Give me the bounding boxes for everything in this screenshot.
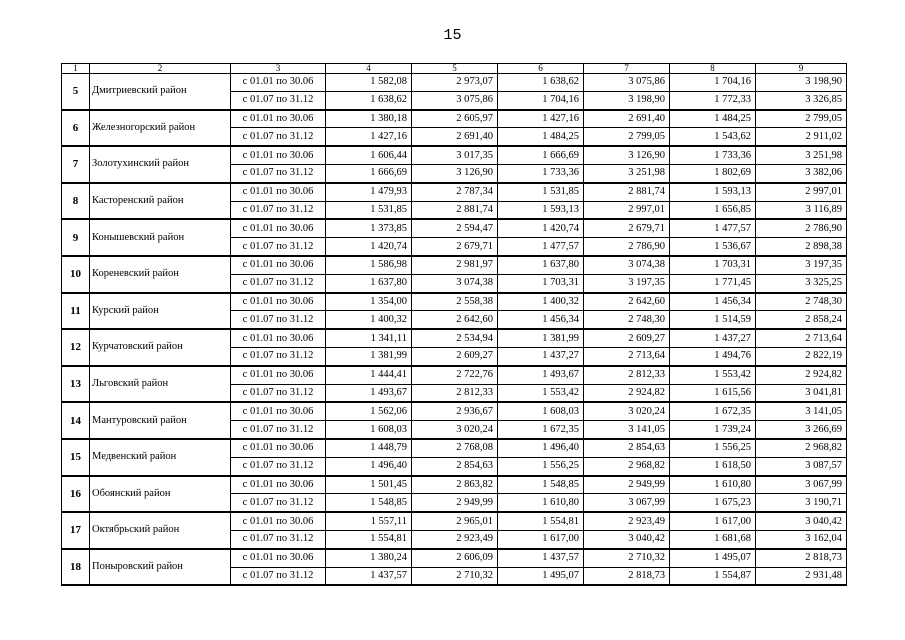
period-cell: с 01.07 по 31.12: [231, 128, 326, 146]
value-cell: 2 863,82: [412, 476, 498, 494]
period-cell: с 01.01 по 30.06: [231, 549, 326, 567]
value-cell: 2 965,01: [412, 512, 498, 530]
value-cell: 2 691,40: [584, 110, 670, 128]
col-header: 6: [498, 64, 584, 74]
period-cell: с 01.07 по 31.12: [231, 238, 326, 256]
district-number: 8: [62, 183, 90, 220]
value-cell: 2 642,60: [412, 311, 498, 329]
period-cell: с 01.01 по 30.06: [231, 183, 326, 201]
district-name: Курский район: [90, 293, 231, 330]
value-cell: 2 713,64: [756, 329, 847, 347]
table-row: [62, 110, 847, 128]
value-cell: 1 400,32: [498, 293, 584, 311]
value-cell: 2 679,71: [412, 238, 498, 256]
period-cell: с 01.07 по 31.12: [231, 567, 326, 585]
table-row: [62, 329, 847, 347]
period-cell: с 01.01 по 30.06: [231, 293, 326, 311]
district-number: 9: [62, 219, 90, 256]
value-cell: 1 608,03: [498, 402, 584, 420]
period-cell: с 01.01 по 30.06: [231, 219, 326, 237]
value-cell: 1 554,87: [670, 567, 756, 585]
table-row: [62, 293, 847, 311]
value-cell: 1 437,57: [326, 567, 412, 585]
value-cell: 2 748,30: [584, 311, 670, 329]
table-row: [62, 183, 847, 201]
value-cell: 3 198,90: [756, 74, 847, 92]
value-cell: 2 812,33: [584, 366, 670, 384]
period-cell: с 01.07 по 31.12: [231, 494, 326, 512]
table-row: [62, 512, 847, 530]
value-cell: 2 881,74: [412, 201, 498, 219]
value-cell: 2 818,73: [756, 549, 847, 567]
value-cell: 1 675,23: [670, 494, 756, 512]
value-cell: 2 812,33: [412, 384, 498, 402]
value-cell: 1 638,62: [498, 74, 584, 92]
value-cell: 2 799,05: [756, 110, 847, 128]
value-cell: 3 162,04: [756, 530, 847, 548]
value-cell: 3 041,81: [756, 384, 847, 402]
table-row: [62, 74, 847, 92]
value-cell: 1 637,80: [498, 256, 584, 274]
value-cell: 1 494,76: [670, 347, 756, 365]
value-cell: 2 854,63: [584, 439, 670, 457]
district-name: Кореневский район: [90, 256, 231, 293]
value-cell: 1 477,57: [498, 238, 584, 256]
value-cell: 3 251,98: [584, 164, 670, 182]
value-cell: 1 582,08: [326, 74, 412, 92]
period-cell: с 01.07 по 31.12: [231, 347, 326, 365]
value-cell: 2 949,99: [584, 476, 670, 494]
district-name: Мантуровский район: [90, 402, 231, 439]
value-cell: 2 818,73: [584, 567, 670, 585]
value-cell: 1 448,79: [326, 439, 412, 457]
col-header: 4: [326, 64, 412, 74]
value-cell: 1 427,16: [326, 128, 412, 146]
district-name: Золотухинский район: [90, 146, 231, 183]
table-row: [62, 146, 847, 164]
value-cell: 1 586,98: [326, 256, 412, 274]
district-number: 17: [62, 512, 90, 549]
value-cell: 1 536,67: [670, 238, 756, 256]
value-cell: 1 501,45: [326, 476, 412, 494]
value-cell: 1 477,57: [670, 219, 756, 237]
district-number: 16: [62, 476, 90, 513]
value-cell: 2 854,63: [412, 457, 498, 475]
value-cell: 2 534,94: [412, 329, 498, 347]
value-cell: 1 444,41: [326, 366, 412, 384]
value-cell: 2 594,47: [412, 219, 498, 237]
value-cell: 1 514,59: [670, 311, 756, 329]
district-number: 5: [62, 74, 90, 110]
value-cell: 1 681,68: [670, 530, 756, 548]
value-cell: 1 666,69: [326, 164, 412, 182]
value-cell: 1 562,06: [326, 402, 412, 420]
district-number: 18: [62, 549, 90, 586]
value-cell: 3 075,86: [412, 91, 498, 109]
value-cell: 3 116,89: [756, 201, 847, 219]
value-cell: 1 495,07: [670, 549, 756, 567]
value-cell: 2 786,90: [584, 238, 670, 256]
period-cell: с 01.01 по 30.06: [231, 329, 326, 347]
value-cell: 1 548,85: [498, 476, 584, 494]
value-cell: 2 609,27: [584, 329, 670, 347]
value-cell: 1 427,16: [498, 110, 584, 128]
table-row: [62, 366, 847, 384]
value-cell: 2 973,07: [412, 74, 498, 92]
value-cell: 3 020,24: [412, 421, 498, 439]
period-cell: с 01.01 по 30.06: [231, 476, 326, 494]
value-cell: 1 380,18: [326, 110, 412, 128]
value-cell: 1 456,34: [670, 293, 756, 311]
value-cell: 3 197,35: [756, 256, 847, 274]
period-cell: с 01.07 по 31.12: [231, 311, 326, 329]
district-name: Медвенский район: [90, 439, 231, 476]
value-cell: 1 437,27: [498, 347, 584, 365]
period-cell: с 01.01 по 30.06: [231, 146, 326, 164]
district-number: 14: [62, 402, 90, 439]
value-cell: 1 606,44: [326, 146, 412, 164]
value-cell: 2 936,67: [412, 402, 498, 420]
value-cell: 1 703,31: [670, 256, 756, 274]
value-cell: 3 020,24: [584, 402, 670, 420]
district-name: Поныровский район: [90, 549, 231, 586]
col-header: 7: [584, 64, 670, 74]
table-row: [62, 439, 847, 457]
value-cell: 2 786,90: [756, 219, 847, 237]
col-header: 8: [670, 64, 756, 74]
col-header: 5: [412, 64, 498, 74]
district-name: Обоянский район: [90, 476, 231, 513]
value-cell: 1 381,99: [326, 347, 412, 365]
district-name: Железногорский район: [90, 110, 231, 147]
district-number: 13: [62, 366, 90, 403]
value-cell: 3 382,06: [756, 164, 847, 182]
table-row: [62, 549, 847, 567]
value-cell: 1 593,13: [670, 183, 756, 201]
value-cell: 1 531,85: [498, 183, 584, 201]
value-cell: 1 557,11: [326, 512, 412, 530]
value-cell: 3 326,85: [756, 91, 847, 109]
value-cell: 2 923,49: [584, 512, 670, 530]
value-cell: 1 495,07: [498, 567, 584, 585]
value-cell: 2 710,32: [584, 549, 670, 567]
value-cell: 3 075,86: [584, 74, 670, 92]
value-cell: 2 997,01: [756, 183, 847, 201]
value-cell: 2 968,82: [584, 457, 670, 475]
value-cell: 2 768,08: [412, 439, 498, 457]
value-cell: 2 799,05: [584, 128, 670, 146]
value-cell: 1 733,36: [670, 146, 756, 164]
value-cell: 2 710,32: [412, 567, 498, 585]
district-name: Курчатовский район: [90, 329, 231, 366]
value-cell: 1 556,25: [498, 457, 584, 475]
period-cell: с 01.07 по 31.12: [231, 274, 326, 292]
value-cell: 3 325,25: [756, 274, 847, 292]
district-name: Касторенский район: [90, 183, 231, 220]
value-cell: 1 704,16: [670, 74, 756, 92]
district-number: 7: [62, 146, 90, 183]
value-cell: 2 605,97: [412, 110, 498, 128]
period-cell: с 01.07 по 31.12: [231, 384, 326, 402]
tariff-table: [61, 63, 847, 586]
value-cell: 3 074,38: [412, 274, 498, 292]
value-cell: 1 637,80: [326, 274, 412, 292]
table-body: [62, 74, 847, 586]
value-cell: 2 981,97: [412, 256, 498, 274]
period-cell: с 01.01 по 30.06: [231, 439, 326, 457]
value-cell: 1 531,85: [326, 201, 412, 219]
value-cell: 1 484,25: [670, 110, 756, 128]
value-cell: 1 493,67: [326, 384, 412, 402]
value-cell: 2 679,71: [584, 219, 670, 237]
value-cell: 2 606,09: [412, 549, 498, 567]
value-cell: 1 672,35: [498, 421, 584, 439]
value-cell: 1 704,16: [498, 91, 584, 109]
period-cell: с 01.07 по 31.12: [231, 457, 326, 475]
value-cell: 2 691,40: [412, 128, 498, 146]
col-header: 2: [90, 64, 231, 74]
value-cell: 1 420,74: [326, 238, 412, 256]
value-cell: 1 608,03: [326, 421, 412, 439]
value-cell: 2 822,19: [756, 347, 847, 365]
value-cell: 1 610,80: [670, 476, 756, 494]
value-cell: 3 017,35: [412, 146, 498, 164]
period-cell: с 01.07 по 31.12: [231, 91, 326, 109]
value-cell: 3 141,05: [584, 421, 670, 439]
district-name: Конышевский район: [90, 219, 231, 256]
value-cell: 2 931,48: [756, 567, 847, 585]
value-cell: 1 553,42: [670, 366, 756, 384]
value-cell: 1 381,99: [498, 329, 584, 347]
value-cell: 2 722,76: [412, 366, 498, 384]
value-cell: 1 638,62: [326, 91, 412, 109]
value-cell: 1 496,40: [326, 457, 412, 475]
value-cell: 3 040,42: [584, 530, 670, 548]
value-cell: 1 373,85: [326, 219, 412, 237]
value-cell: 3 067,99: [584, 494, 670, 512]
value-cell: 3 197,35: [584, 274, 670, 292]
district-name: Дмитриевский район: [90, 74, 231, 110]
value-cell: 3 040,42: [756, 512, 847, 530]
value-cell: 1 556,25: [670, 439, 756, 457]
value-cell: 1 479,93: [326, 183, 412, 201]
value-cell: 1 771,45: [670, 274, 756, 292]
value-cell: 1 666,69: [498, 146, 584, 164]
col-header: 9: [756, 64, 847, 74]
value-cell: 1 703,31: [498, 274, 584, 292]
value-cell: 3 126,90: [584, 146, 670, 164]
period-cell: с 01.07 по 31.12: [231, 530, 326, 548]
value-cell: 2 881,74: [584, 183, 670, 201]
col-header: 3: [231, 64, 326, 74]
table-row: [62, 402, 847, 420]
period-cell: с 01.01 по 30.06: [231, 366, 326, 384]
value-cell: 1 672,35: [670, 402, 756, 420]
value-cell: 2 923,49: [412, 530, 498, 548]
table-row: [62, 256, 847, 274]
value-cell: 1 802,69: [670, 164, 756, 182]
value-cell: 1 617,00: [670, 512, 756, 530]
value-cell: 1 437,27: [670, 329, 756, 347]
period-cell: с 01.01 по 30.06: [231, 256, 326, 274]
table-row: [62, 476, 847, 494]
value-cell: 1 733,36: [498, 164, 584, 182]
value-cell: 3 190,71: [756, 494, 847, 512]
value-cell: 3 251,98: [756, 146, 847, 164]
value-cell: 1 593,13: [498, 201, 584, 219]
value-cell: 1 617,00: [498, 530, 584, 548]
value-cell: 2 642,60: [584, 293, 670, 311]
value-cell: 1 354,00: [326, 293, 412, 311]
value-cell: 1 380,24: [326, 549, 412, 567]
period-cell: с 01.01 по 30.06: [231, 74, 326, 92]
value-cell: 1 400,32: [326, 311, 412, 329]
period-cell: с 01.07 по 31.12: [231, 201, 326, 219]
value-cell: 1 610,80: [498, 494, 584, 512]
value-cell: 2 787,34: [412, 183, 498, 201]
value-cell: 2 949,99: [412, 494, 498, 512]
value-cell: 1 618,50: [670, 457, 756, 475]
district-name: Октябрьский район: [90, 512, 231, 549]
value-cell: 1 553,42: [498, 384, 584, 402]
value-cell: 3 074,38: [584, 256, 670, 274]
value-cell: 2 924,82: [584, 384, 670, 402]
district-number: 6: [62, 110, 90, 147]
value-cell: 3 126,90: [412, 164, 498, 182]
value-cell: 1 456,34: [498, 311, 584, 329]
value-cell: 2 911,02: [756, 128, 847, 146]
period-cell: с 01.01 по 30.06: [231, 402, 326, 420]
value-cell: 2 997,01: [584, 201, 670, 219]
period-cell: с 01.01 по 30.06: [231, 110, 326, 128]
value-cell: 1 772,33: [670, 91, 756, 109]
value-cell: 1 496,40: [498, 439, 584, 457]
value-cell: 1 615,56: [670, 384, 756, 402]
value-cell: 3 266,69: [756, 421, 847, 439]
value-cell: 1 420,74: [498, 219, 584, 237]
value-cell: 2 609,27: [412, 347, 498, 365]
value-cell: 3 067,99: [756, 476, 847, 494]
value-cell: 1 341,11: [326, 329, 412, 347]
value-cell: 3 141,05: [756, 402, 847, 420]
page-number: 15: [443, 27, 462, 44]
table-row: [62, 219, 847, 237]
district-number: 10: [62, 256, 90, 293]
value-cell: 2 858,24: [756, 311, 847, 329]
period-cell: с 01.07 по 31.12: [231, 421, 326, 439]
col-header: 1: [62, 64, 90, 74]
value-cell: 2 968,82: [756, 439, 847, 457]
value-cell: 1 543,62: [670, 128, 756, 146]
value-cell: 1 548,85: [326, 494, 412, 512]
period-cell: с 01.01 по 30.06: [231, 512, 326, 530]
value-cell: 1 437,57: [498, 549, 584, 567]
value-cell: 3 198,90: [584, 91, 670, 109]
value-cell: 1 484,25: [498, 128, 584, 146]
district-number: 12: [62, 329, 90, 366]
value-cell: 1 656,85: [670, 201, 756, 219]
value-cell: 2 558,38: [412, 293, 498, 311]
value-cell: 2 924,82: [756, 366, 847, 384]
value-cell: 1 554,81: [326, 530, 412, 548]
value-cell: 1 554,81: [498, 512, 584, 530]
period-cell: с 01.07 по 31.12: [231, 164, 326, 182]
district-name: Льговский район: [90, 366, 231, 403]
header-row: [62, 64, 847, 74]
value-cell: 2 748,30: [756, 293, 847, 311]
value-cell: 3 087,57: [756, 457, 847, 475]
value-cell: 2 898,38: [756, 238, 847, 256]
value-cell: 1 493,67: [498, 366, 584, 384]
value-cell: 2 713,64: [584, 347, 670, 365]
district-number: 15: [62, 439, 90, 476]
district-number: 11: [62, 293, 90, 330]
value-cell: 1 739,24: [670, 421, 756, 439]
